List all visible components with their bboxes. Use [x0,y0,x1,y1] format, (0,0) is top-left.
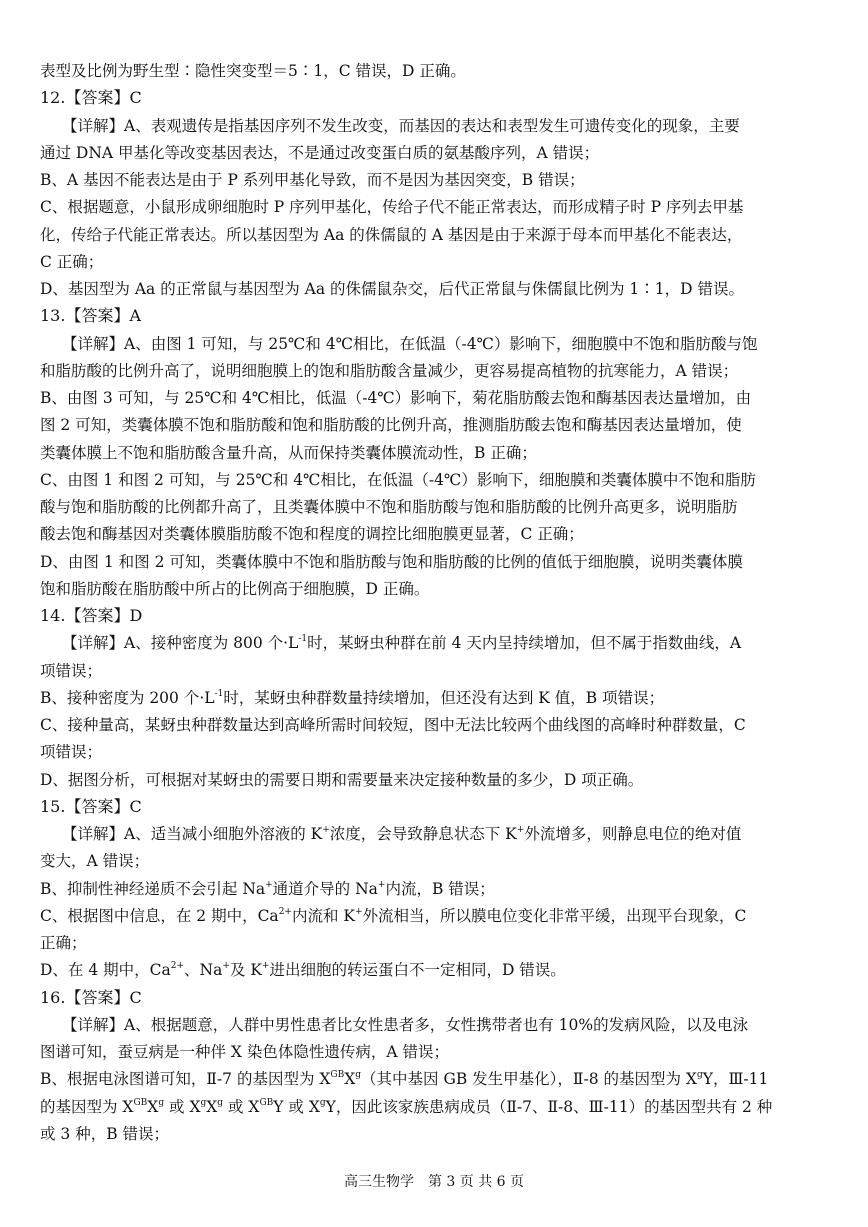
line-text: 类囊体膜上不饱和脂肪酸含量升高，从而保持类囊体膜流动性，B 正确； [40,443,537,462]
line-text: 【详解】A、表观遗传是指基因序列不发生改变，而基因的表达和表型发生可遗传变化的现象，主要 [62,116,740,135]
text-line [0,113,868,139]
text-line [0,1121,868,1147]
line-text: 通过 DNA 甲基化等改变基因表达，不是通过改变蛋白质的氨基酸序列，A 错误； [40,143,600,162]
text-line [0,467,868,493]
text-line [0,767,868,793]
line-text: 酸与饱和脂肪酸的比例都升高了，且类囊体膜中不饱和脂肪酸与饱和脂肪酸的比例升高更多，说明脂肪 [40,498,738,516]
line-text: 或 3 种，B 错误； [40,1124,170,1143]
text-line [0,1066,868,1092]
line-text: 化，传给子代能正常表达。所以基因型为 Aa 的侏儒鼠的 A 基因是由于来源于母本而甲基化不能表达， [40,225,743,244]
answer-heading [0,985,868,1011]
line-text: 16.【答案】C [40,987,142,1007]
answer-heading [0,603,868,629]
text-line [0,658,868,684]
text-line [0,58,868,84]
text-line [0,222,868,248]
text-line [0,1094,868,1120]
answer-heading [0,794,868,820]
text-line [0,358,868,384]
line-text: 【详解】A、由图 1 可知，与 25℃和 4℃相比，在低温（-4℃）影响下，细胞膜中不饱和脂肪酸与饱 [62,334,758,353]
line-text: 13.【答案】A [40,306,142,326]
page-footer: 高三生物学 第 3 页 共 6 页 [343,1174,525,1190]
text-line [0,412,868,438]
line-text: B、抑制性神经递质不会引起 Na+通道介导的 Na+内流，B 错误； [40,879,495,898]
text-line [0,712,868,738]
line-text: C、根据图中信息，在 2 期中，$Ca^{2+}$内流和 K+外流相当，所以膜电位变化非常平缓，出现平台现象，C [40,906,747,925]
text-line [0,848,868,874]
text-line [0,1012,868,1038]
line-text: 酸去饱和酶基因对类囊体膜脂肪酸不饱和程度的调控比细胞膜更显著，C 正确； [40,525,584,544]
line-text: C、根据题意，小鼠形成卵细胞时 P 序列甲基化，传给子代不能正常表达，而形成精子时 P 序列去甲基 [40,198,744,217]
text-line [0,821,868,847]
line-text: C 正确； [40,252,104,271]
text-line [0,630,868,656]
line-text: 和脂肪酸的比例升高了，说明细胞膜上的饱和脂肪酸含量减少，更容易提高植物的抗寒能力，A 错误； [40,361,739,380]
line-text: D、由图 1 和图 2 可知，类囊体膜中不饱和脂肪酸与饱和脂肪酸的比例的值低于细胞膜，说明类囊体膜 [40,552,743,571]
text-line [0,903,868,929]
line-text: D、基因型为 Aa 的正常鼠与基因型为 Aa 的侏儒鼠杂交，后代正常鼠与侏儒鼠比例为 1∶1，D 错误。 [40,280,745,298]
text-line [0,494,868,520]
text-line [0,1039,868,1065]
text-line [0,876,868,902]
line-text: 图 2 可知，类囊体膜不饱和脂肪酸和饱和脂肪酸的比例升高，推测脂肪酸去饱和酶基因表达量增加，使 [40,416,742,435]
line-text: B、接种密度为 200 个$\cdot L^{-1}$时，某蚜虫种群数量持续增加，但还没有达到 K 值，B 项错误； [40,688,665,707]
line-text: B、由图 3 可知，与 25℃和 4℃相比，低温（-4℃）影响下，菊花脂肪酸去饱和酶基因表达量增加，由 [40,389,752,407]
text-line [0,957,868,983]
line-text: 正确； [40,934,87,952]
line-text: 变大，A 错误； [40,852,150,871]
text-line [0,194,868,220]
text-line [0,440,868,466]
text-line [0,930,868,956]
line-text: 12.【答案】C [40,88,142,108]
line-text: D、据图分析，可根据对某蚜虫的需要日期和需要量来决定接种数量的多少，D 项正确。 [40,770,644,789]
text-line [0,331,868,357]
line-text: 【详解】A、适当减小细胞外溶液的 K+浓度，会导致静息状态下 K+外流增多，则静息电位的绝对值 [62,825,742,843]
answer-heading [0,303,868,329]
answer-heading [0,85,868,111]
text-line [0,521,868,547]
text-line [0,685,868,711]
text-line [0,249,868,275]
text-line [0,385,868,411]
text-line [0,549,868,575]
line-text: 15.【答案】C [40,796,142,816]
text-line [0,140,868,166]
line-text: 的基因型为 $X^{GB}X^g$ 或 $X^gX^g$ 或 $X^{GB}Y$ 或 $X^gY$，因此该家族患病成员（Ⅱ-7、Ⅱ-8、Ⅲ-11）的基因型共有 2 种 [40,1097,773,1116]
line-text: 饱和脂肪酸在脂肪酸中所占的比例高于细胞膜，D 正确。 [40,579,430,598]
text-line [0,276,868,302]
line-text: B、根据电泳图谱可知，Ⅱ-7 的基因型为 $X^{GB}X^g$（其中基因 GB 发生甲基化），Ⅱ-8 的基因型为 $X^gY$，Ⅲ-11 [40,1070,769,1089]
line-text: C、由图 1 和图 2 可知，与 25℃和 4℃相比，在低温（-4℃）影响下，细胞膜和类囊体膜中不饱和脂肪 [40,470,756,489]
line-text: D、在 4 期中，$Ca^{2+}$、Na+及 K+进出细胞的转运蛋白不一定相同，D 错误。 [40,961,566,980]
line-text: 项错误； [40,661,103,680]
line-text: 【详解】A、接种密度为 800 个$\cdot L^{-1}$时，某蚜虫种群在前 4 天内呈持续增加，但不属于指数曲线，A [62,634,742,653]
text-line [0,739,868,765]
line-text: 14.【答案】D [40,606,143,625]
line-text: 表型及比例为野生型∶隐性突变型＝5∶1，C 错误，D 正确。 [40,62,466,80]
line-text: 【详解】A、根据题意，人群中男性患者比女性患者多，女性携带者也有 10%的发病风险，以及电泳 [62,1015,749,1034]
line-text: C、接种量高，某蚜虫种群数量达到高峰所需时间较短，图中无法比较两个曲线图的高峰时种群数量，C [40,716,746,734]
line-text: B、A 基因不能表达是由于 P 系列甲基化导致，而不是因为基因突变，B 错误； [40,171,585,189]
line-text: 图谱可知，蚕豆病是一种伴 X 染色体隐性遗传病，A 错误； [40,1043,450,1061]
text-line [0,576,868,602]
line-text: 项错误； [40,743,103,762]
text-line [0,167,868,193]
